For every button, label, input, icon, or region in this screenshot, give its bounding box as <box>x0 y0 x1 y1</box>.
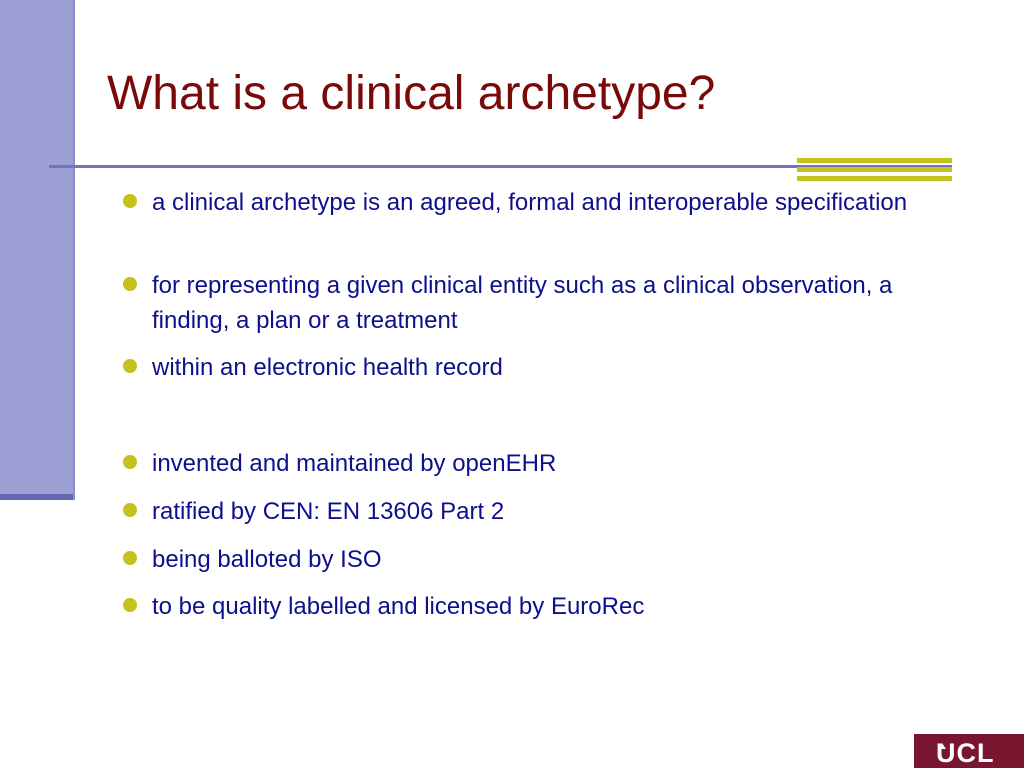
bullet-text: to be quality labelled and licensed by EuroRec <box>152 593 645 620</box>
ucl-logo <box>914 734 1024 768</box>
accent-stripe <box>797 167 952 172</box>
bullet-item <box>120 185 910 220</box>
bullet-dot-icon <box>123 503 137 517</box>
bullet-dot-icon <box>123 359 137 373</box>
bullet-dot-icon <box>123 455 137 469</box>
bullet-item <box>120 494 910 529</box>
slide-title: What is a clinical archetype? <box>107 67 716 120</box>
bullet-item <box>120 589 910 624</box>
bullet-text: for representing a given clinical entity such as a clinical observation, a finding, a plan or a treatment <box>152 272 893 334</box>
accent-stripe <box>797 176 952 181</box>
bullet-dot-icon <box>123 551 137 565</box>
bullet-text: within an electronic health record <box>152 354 503 381</box>
left-decorative-bar <box>0 0 73 494</box>
left-bar-edge <box>73 0 75 500</box>
ucl-logo-text: UCL <box>936 738 995 768</box>
bullet-text: a clinical archetype is an agreed, formal and interoperable specification <box>152 189 908 216</box>
left-bar-shadow <box>0 494 73 500</box>
bullet-item <box>120 268 910 338</box>
bullet-dot-icon <box>123 277 137 291</box>
bullet-text: ratified by CEN: EN 13606 Part 2 <box>152 498 505 525</box>
accent-stripe <box>797 158 952 163</box>
bullet-text: invented and maintained by openEHR <box>152 450 557 477</box>
bullet-item <box>120 446 910 481</box>
bullet-item <box>120 542 910 577</box>
bullet-dot-icon <box>123 598 137 612</box>
bullet-dot-icon <box>123 194 137 208</box>
bullet-item <box>120 350 910 385</box>
bullet-text: being balloted by ISO <box>152 546 382 573</box>
